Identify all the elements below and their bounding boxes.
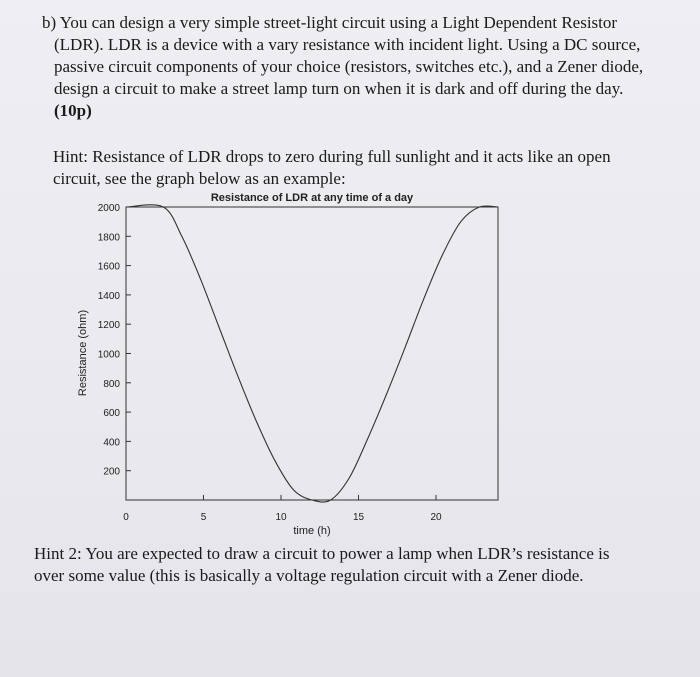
y-tick-label: 400 (103, 437, 120, 449)
question-line: passive circuit components of your choice (resistors, switches etc.), and a Zener diode, (54, 57, 644, 76)
y-tick-label: 800 (103, 378, 120, 390)
y-axis-label: Resistance (ohm) (77, 309, 89, 397)
x-tick-label: 0 (123, 512, 129, 523)
x-tick-label: 5 (200, 512, 207, 523)
hint-2-line: over some value (this is basically a voltage regulation circuit with a Zener diode. (34, 566, 584, 585)
hint-2 (34, 543, 610, 587)
question-points: (10p) (54, 101, 92, 120)
y-tick-label: 1400 (97, 290, 120, 302)
question-text (42, 12, 643, 122)
x-tick-label: 20 (430, 512, 442, 523)
x-tick-label: 10 (275, 512, 287, 523)
plot-frame (126, 207, 498, 500)
question-line: b) You can design a very simple street-light circuit using a Light Dependent Resistor (42, 13, 618, 32)
hint-1-line: circuit, see the graph below as an example: (53, 169, 346, 188)
hint-1-line: Hint: Resistance of LDR drops to zero during full sunlight and it acts like an open (53, 147, 611, 166)
chart-title: Resistance of LDR at any time of a day (210, 192, 414, 204)
x-axis-label: time (h) (293, 525, 331, 537)
x-axis-ticks (123, 495, 442, 523)
y-tick-label: 1600 (97, 261, 120, 273)
y-tick-label: 2000 (97, 203, 120, 214)
x-tick-label: 15 (352, 512, 365, 523)
y-tick-label: 1200 (97, 320, 120, 332)
question-line: (LDR). LDR is a device with a vary resistance with incident light. Using a DC source, (54, 35, 641, 54)
hint-1 (53, 146, 611, 190)
y-tick-label: 1000 (97, 349, 120, 361)
y-tick-label: 200 (103, 466, 120, 478)
y-tick-label: 1800 (97, 232, 120, 244)
hint-2-line: Hint 2: You are expected to draw a circuit to power a lamp when LDR’s resistance is (34, 544, 610, 563)
resistance-series-line (126, 205, 498, 502)
question-line: design a circuit to make a street lamp turn on when it is dark and off during the day. (54, 79, 624, 98)
ldr-resistance-chart (60, 186, 580, 546)
y-tick-label: 600 (103, 408, 120, 420)
